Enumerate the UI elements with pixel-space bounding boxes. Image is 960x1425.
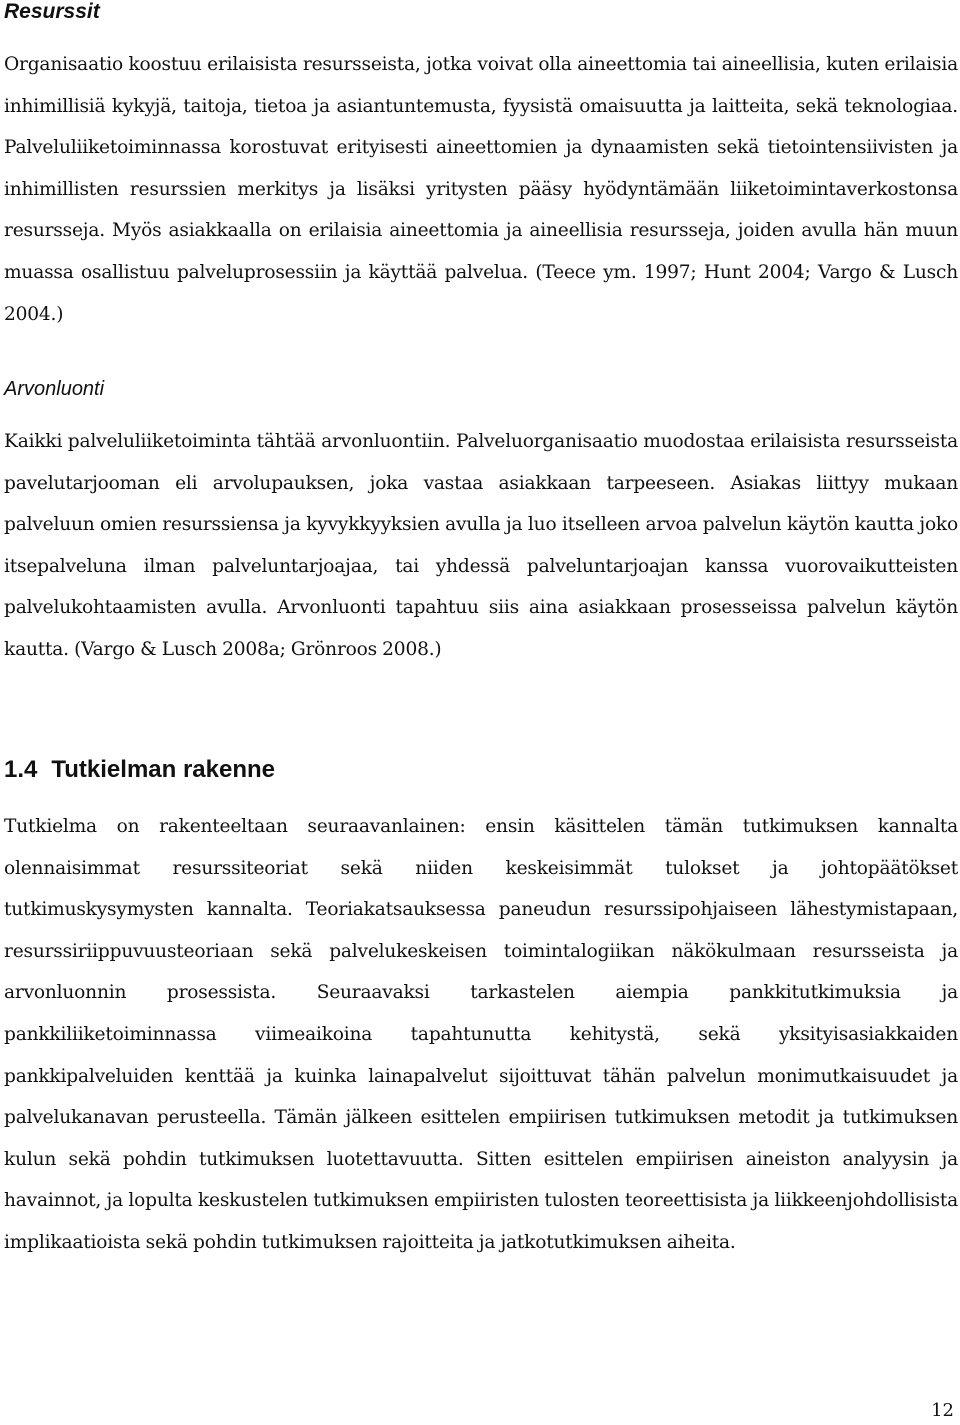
paragraph-tutkielman-rakenne: Tutkielma on rakenteeltaan seuraavanlainen: ensin käsittelen tämän tutkimuksen kannalta olennaisimmat resurssiteoriat sekä niiden keskeisimmät tulokset ja johtopäätökset tutkimuskysymysten kannalta. Teoriakatsauksessa paneudun resurssipohjaiseen lähestymistapaan, resurssiriippuvuusteoriaan sekä palvelukeskeisen toimintalogiikan näkökulmaan resursseista ja arvonluonnin prosessista. Seuraavaksi tarkastelen aiempia pankkitutkimuksia ja pankkiliiketoiminnassa viimeaikoina tapahtunutta kehitystä, sekä yksityisasiakkaiden pankkipalveluiden kenttää ja kuinka lainapalvelut sijoittuvat tähän palvelun monimutkaisuudet ja palvelukanavan perusteella. Tämän jälkeen esittelen empiirisen tutkimuksen metodit ja tutkimuksen kulun sekä pohdin tutkimuksen luotettavuutta. Sitten esittelen empiirisen aineiston analyysin ja havainnot, ja lopulta keskustelen tutkimuksen empiiristen tulosten teoreettisista ja liikkeenjohdollisista implikaatioista sekä pohdin tutkimuksen rajoitteita ja jatkotutkimuksen aiheita.	[4, 816, 958, 1253]
heading-arvonluonti: Arvonluonti	[4, 378, 105, 400]
section-title: Tutkielman rakenne	[51, 756, 276, 783]
section-number: 1.4	[4, 756, 38, 783]
paragraph-arvonluonti: Kaikki palveluliiketoiminta tähtää arvonluontiin. Palveluorganisaatio muodostaa erilaisista resursseista pavelutarjooman eli arvolupauksen, joka vastaa asiakkaan tarpeeseen. Asiakas liittyy mukaan palveluun omien resurssiensa ja kyvykkyyksien avulla ja luo itselleen arvoa palvelun käytön kautta joko itsepalveluna ilman palveluntarjoajaa, tai yhdessä palveluntarjoajan kanssa vuorovaikutteisten palvelukohtaamisten avulla. Arvonluonti tapahtuu siis aina asiakkaan prosesseissa palvelun käytön kautta. (Vargo & Lusch 2008a; Grönroos 2008.)	[4, 431, 958, 660]
paragraph-resurssit: Organisaatio koostuu erilaisista resursseista, jotka voivat olla aineettomia tai aineellisia, kuten erilaisia inhimillisiä kykyjä, taitoja, tietoa ja asiantuntemusta, fyysistä omaisuutta ja laitteita, sekä teknologiaa. Palveluliiketoiminnassa korostuvat erityisesti aineettomien ja dynaamisten sekä tietointensiivisten ja inhimillisten resurssien merkitys ja lisäksi yritysten pääsy hyödyntämään liiketoimintaverkostonsa resursseja. Myös asiakkaalla on erilaisia aineettomia ja aineellisia resursseja, joiden avulla hän muun muassa osallistuu palveluprosessiin ja käyttää palvelua. (Teece ym. 1997; Hunt 2004; Vargo & Lusch 2004.)	[4, 54, 958, 325]
heading-resurssit: Resurssit	[4, 0, 100, 23]
page-number: 12	[931, 1400, 954, 1421]
section-heading	[4, 752, 275, 788]
